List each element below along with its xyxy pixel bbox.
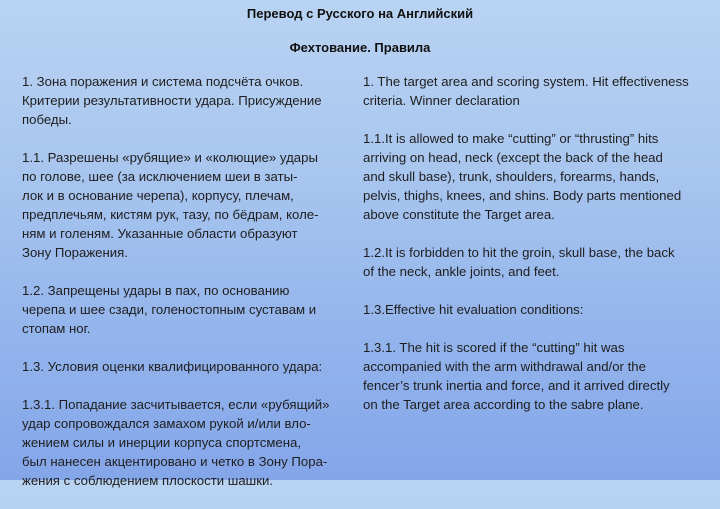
english-column xyxy=(363,72,713,433)
ru-paragraph-1-3-1: 1.3.1. Попадание засчитывается, если «рубящий» удар сопровождался замахом рукой и/или вло- жением силы и инерции корпуса спортсмена, был нанесен акцентировано и четко в Зону Пора- жения с соблюдением плоскости шашки. xyxy=(22,397,330,488)
en-paragraph-1: 1. The target area and scoring system. Hit effectiveness criteria. Winner declaration xyxy=(363,74,689,108)
ru-paragraph-1: 1. Зона поражения и система подсчёта очков. Критерии результативности удара. Присуждение победы. xyxy=(22,74,322,127)
ru-paragraph-1-3: 1.3. Условия оценки квалифицированного удара: xyxy=(22,359,323,374)
page-title: Перевод с Русского на Английский xyxy=(246,6,474,21)
en-paragraph-1-3-1: 1.3.1. The hit is scored if the “cutting” hit was accompanied with the arm withdrawal and/or the fencer’s trunk inertia and force, and it arrived directly on the Target area according to the sabre plane. xyxy=(363,340,670,412)
en-paragraph-1-1: 1.1.It is allowed to make “cutting” or “thrusting” hits arriving on head, neck (except the back of the head and skull base), trunk, shoulders, forearms, hands, pelvis, thighs, knees, and shins. Body parts mentioned above constitute the Target area. xyxy=(363,131,682,222)
document-subtitle: Фехтование. Правила xyxy=(289,40,431,55)
en-paragraph-1-2: 1.2.It is forbidden to hit the groin, skull base, the back of the neck, ankle joints, and feet. xyxy=(363,245,675,279)
ru-paragraph-1-2: 1.2. Запрещены удары в пах, по основанию черепа и шее сзади, голеностопным суставам и стопам ног. xyxy=(22,283,317,336)
ru-paragraph-1-1: 1.1. Разрешены «рубящие» и «колющие» удары по голове, шее (за исключением шеи в заты- лок и в основание черепа), корпусу, плечам, предплечьям, кистям рук, тазу, по бёдрам, коле- ням и голеням. Указанные области образуют Зону Поражения. xyxy=(22,150,319,260)
russian-column xyxy=(22,72,342,509)
en-paragraph-1-3: 1.3.Effective hit evaluation conditions: xyxy=(363,302,584,317)
